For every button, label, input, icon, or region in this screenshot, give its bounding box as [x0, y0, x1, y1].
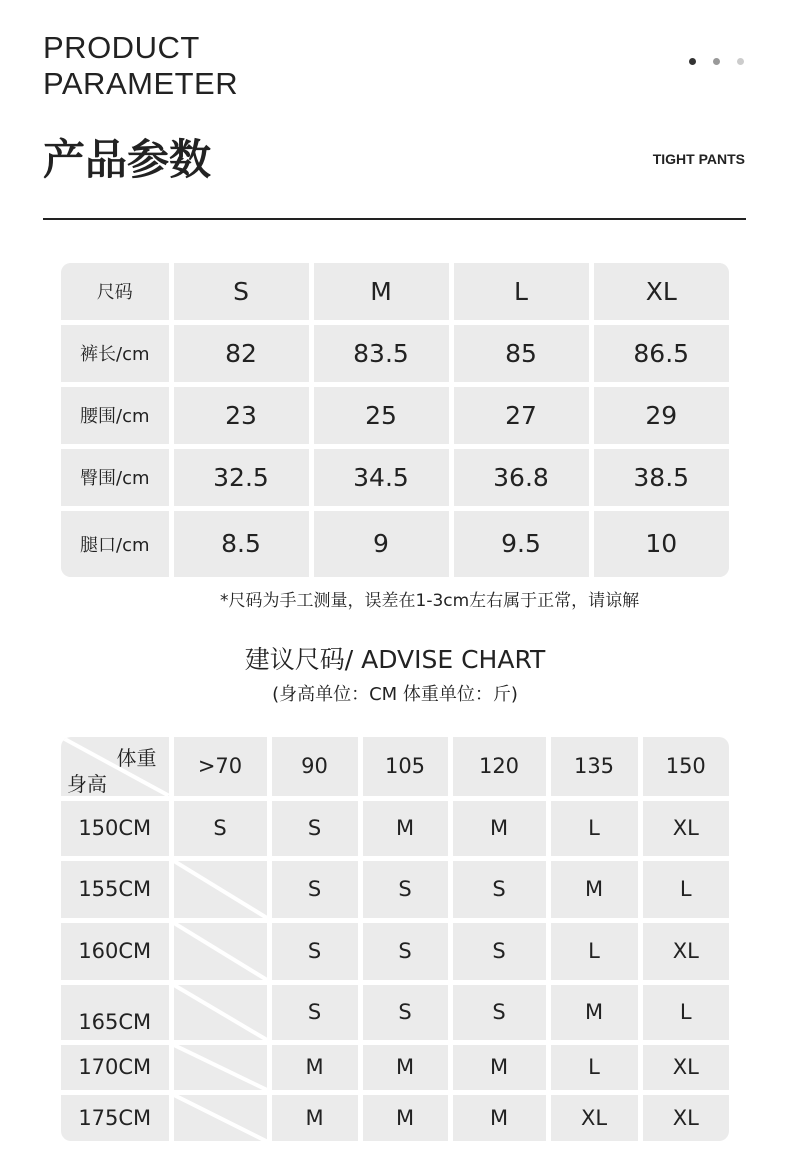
- column-separator: [589, 263, 594, 577]
- advise-chart-units: (身高单位：CM 体重单位：斤): [272, 684, 518, 705]
- empty-diagonal-cell: [174, 1045, 267, 1090]
- weight-header: 105: [384, 754, 426, 779]
- row-separator: [61, 856, 729, 861]
- recommended-size: S: [492, 877, 506, 901]
- measurement-value-text: 9: [373, 529, 389, 559]
- measurement-value-text: 29: [645, 400, 678, 430]
- measurement-value: [314, 325, 449, 382]
- recommended-size: XL: [672, 816, 699, 840]
- recommended-size: S: [492, 1000, 506, 1024]
- row-separator: [61, 506, 729, 511]
- corner-height-label: 身高: [67, 772, 107, 796]
- weight-header: 150: [665, 754, 706, 779]
- recommended-size: M: [584, 877, 604, 901]
- measurement-value: [174, 449, 309, 506]
- recommended-size: S: [307, 939, 322, 963]
- measurement-value-text: 86.5: [633, 338, 690, 368]
- page-title-chinese: 产品参数: [43, 135, 212, 184]
- empty-cell-diagonal-line: [174, 985, 267, 1040]
- page-title-english: [43, 30, 238, 102]
- recommended-size: S: [307, 877, 322, 901]
- empty-diagonal-cell: [174, 861, 267, 918]
- recommended-size: L: [679, 877, 692, 901]
- title-line-2: PARAMETER: [43, 66, 239, 101]
- height-label: 165CM: [78, 1009, 152, 1034]
- measurement-value: [174, 511, 309, 578]
- empty-cell-diagonal-line: [174, 861, 267, 918]
- corner-header-cell: [61, 737, 169, 796]
- recommended-size: S: [213, 816, 227, 840]
- measurement-value: [314, 511, 449, 578]
- measurement-value: [594, 387, 730, 444]
- measurement-value: [454, 325, 589, 382]
- height-label: 160CM: [78, 939, 152, 963]
- empty-diagonal-cell: [174, 1095, 267, 1142]
- row-separator: [61, 1090, 729, 1095]
- recommended-size: S: [307, 1000, 322, 1024]
- row-separator: [61, 796, 729, 801]
- measurement-label: [61, 325, 169, 382]
- dot-1: [689, 58, 696, 65]
- recommended-size: XL: [672, 939, 699, 963]
- measurement-label-text: 裤长/cm: [80, 344, 150, 365]
- recommended-size: M: [489, 816, 509, 840]
- measurement-value-text: 8.5: [221, 529, 261, 559]
- row-separator: [61, 918, 729, 923]
- measurement-label: [61, 511, 169, 578]
- recommended-size: XL: [580, 1105, 608, 1130]
- recommended-size: S: [307, 816, 322, 840]
- corner-weight-label: 体重: [116, 746, 157, 770]
- measurement-value: [594, 449, 730, 506]
- dot-2: [713, 58, 720, 65]
- measurement-value: [174, 325, 309, 382]
- recommended-size: XL: [672, 1055, 699, 1079]
- empty-cell-diagonal-line: [174, 923, 267, 980]
- dot-3: [737, 58, 744, 65]
- measurement-value-text: 83.5: [353, 338, 409, 368]
- recommended-size: S: [398, 939, 412, 963]
- measurement-value: [174, 387, 309, 444]
- weight-header: 90: [301, 754, 328, 779]
- recommended-size: M: [584, 1000, 604, 1024]
- size-header-xl-text: XL: [645, 276, 677, 306]
- row-separator: [61, 444, 729, 449]
- column-separator: [309, 263, 314, 577]
- row-separator: [61, 320, 729, 325]
- recommended-size: S: [398, 1000, 412, 1024]
- measurement-label: [61, 387, 169, 444]
- height-label: 150CM: [78, 816, 152, 840]
- recommended-size: L: [588, 1055, 600, 1079]
- size-header-label: [61, 263, 169, 320]
- recommended-size: L: [679, 1000, 692, 1024]
- title-line-1: PRODUCT: [43, 30, 200, 65]
- measurement-value-text: 9.5: [501, 529, 541, 559]
- measurement-label-text: 臀围/cm: [80, 468, 150, 489]
- advise-size-table: [61, 737, 729, 1141]
- measurement-value: [314, 387, 449, 444]
- measurement-value-text: 23: [225, 400, 257, 430]
- measurement-value: [454, 387, 589, 444]
- product-type-label: TIGHT PANTS: [652, 151, 745, 167]
- recommended-size: M: [395, 1055, 415, 1079]
- measurement-value-text: 38.5: [633, 462, 690, 492]
- recommended-size: M: [395, 816, 415, 840]
- measurement-value-text: 27: [505, 400, 537, 430]
- measurement-value-text: 36.8: [493, 462, 549, 492]
- measurement-value-text: 32.5: [213, 462, 269, 492]
- size-header-s-text: S: [233, 276, 249, 306]
- empty-cell-diagonal-line: [174, 1095, 267, 1142]
- size-header-l-text: L: [514, 276, 528, 306]
- measurement-label: [61, 449, 169, 506]
- column-separator: [169, 263, 174, 577]
- height-label: 155CM: [78, 877, 152, 901]
- weight-header: 135: [573, 754, 615, 779]
- size-header-m: [314, 263, 449, 320]
- height-label: 175CM: [78, 1105, 152, 1130]
- measurement-value-text: 34.5: [353, 462, 409, 492]
- measurement-label-text: 腿口/cm: [80, 534, 150, 556]
- recommended-size: M: [489, 1055, 509, 1079]
- size-header-s: [174, 263, 309, 320]
- recommended-size: L: [588, 939, 600, 963]
- height-label: 170CM: [78, 1055, 152, 1079]
- advise-chart-title: 建议尺码/ ADVISE CHART: [244, 645, 546, 674]
- measurement-value-text: 25: [365, 400, 397, 430]
- size-parameter-table: [61, 263, 729, 577]
- header-divider: [43, 218, 746, 220]
- measurement-value: [314, 449, 449, 506]
- empty-cell-diagonal-line: [174, 1045, 267, 1090]
- row-separator: [61, 382, 729, 387]
- recommended-size: M: [395, 1105, 415, 1130]
- weight-header: 120: [478, 754, 520, 779]
- recommended-size: M: [305, 1105, 324, 1130]
- size-header-label-text: 尺码: [96, 282, 133, 304]
- row-separator: [61, 980, 729, 985]
- size-header-l: [454, 263, 589, 320]
- recommended-size: L: [588, 816, 600, 840]
- measurement-value-text: 82: [225, 338, 257, 368]
- recommended-size: M: [489, 1105, 509, 1130]
- weight-header: >70: [197, 754, 243, 779]
- measurement-label-text: 腰围/cm: [80, 406, 150, 427]
- measurement-note: *尺码为手工测量，误差在1-3cm左右属于正常，请谅解: [220, 591, 640, 611]
- recommended-size: S: [492, 939, 506, 963]
- measurement-value: [454, 511, 589, 578]
- size-header-xl: [594, 263, 730, 320]
- recommended-size: XL: [672, 1105, 699, 1130]
- recommended-size: M: [305, 1055, 324, 1079]
- measurement-value: [454, 449, 589, 506]
- measurement-value-text: 85: [505, 338, 537, 368]
- measurement-value-text: 10: [645, 529, 678, 559]
- empty-diagonal-cell: [174, 923, 267, 980]
- empty-diagonal-cell: [174, 985, 267, 1040]
- size-header-m-text: M: [370, 276, 392, 306]
- row-separator: [61, 1040, 729, 1045]
- measurement-value: [594, 511, 730, 578]
- measurement-value: [594, 325, 730, 382]
- column-separator: [449, 263, 454, 577]
- recommended-size: S: [398, 877, 412, 901]
